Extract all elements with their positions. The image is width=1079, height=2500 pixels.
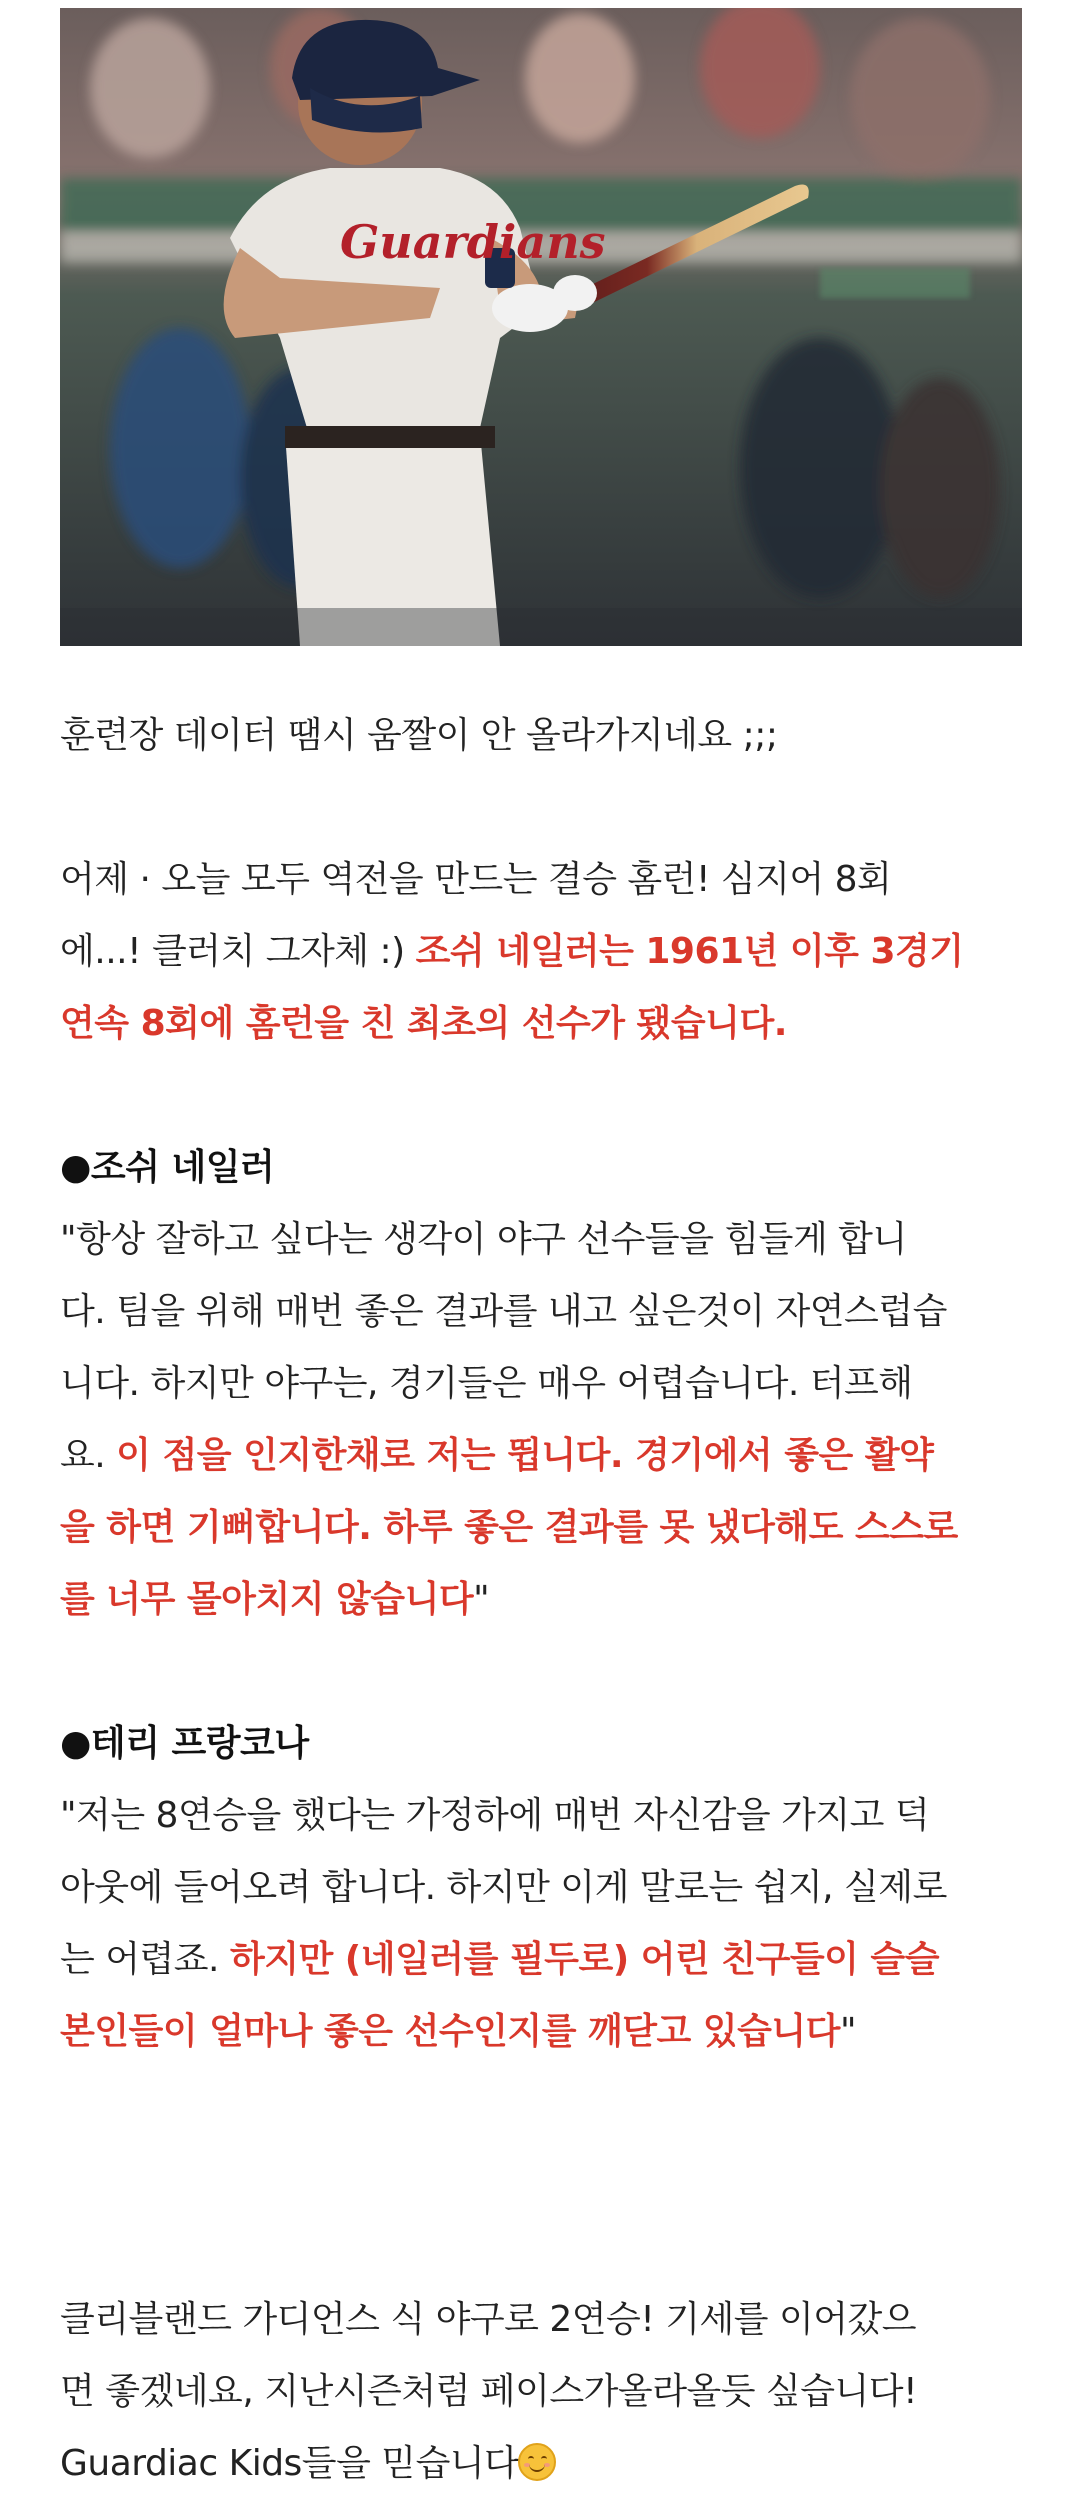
francona-quote-section	[60, 1708, 1030, 2068]
spacer	[60, 2068, 1030, 2284]
francona-heading: ●테리 프랑코나	[60, 1723, 309, 1764]
spacer	[60, 1636, 1030, 1708]
naylor-quote-line-3: 니다. 하지만 야구는, 경기들은 매우 어렵습니다. 터프해	[60, 1363, 913, 1404]
naylor-quote-line-5-highlight: 을 하면 기뻐합니다. 하루 좋은 결과를 못 냈다해도 스스로	[60, 1507, 958, 1548]
francona-quote-line-4-highlight: 본인들이 얼마나 좋은 선수인지를 깨닫고 있습니다	[60, 2011, 840, 2052]
francona-quote-line-2: 아웃에 들어오려 합니다. 하지만 이게 말로는 쉽지, 실제로	[60, 1867, 947, 1908]
closing-line-2: 면 좋겠네요, 지난시즌처럼 페이스가올라올듯 싶습니다!	[60, 2371, 917, 2412]
naylor-quote-line-4-highlight: 이 점을 인지한채로 저는 뜁니다. 경기에서 좋은 활약	[116, 1435, 934, 1476]
jersey-lettering: Guardians	[340, 215, 606, 269]
naylor-quote-line-6-highlight: 를 너무 몰아치지 않습니다	[60, 1579, 474, 1620]
intro-paragraph	[60, 700, 1030, 772]
closing-paragraph	[60, 2284, 1030, 2500]
naylor-quote-line-6-plain: "	[473, 1579, 490, 1620]
closing-line-3: Guardiac Kids들을 믿습니다	[60, 2443, 519, 2484]
closing-line-1: 클리블랜드 가디언스 식 야구로 2연승! 기세를 이어갔으	[60, 2299, 917, 2340]
naylor-quote-line-2: 다. 팀을 위해 매번 좋은 결과를 내고 싶은것이 자연스럽습	[60, 1291, 947, 1332]
homerun-line-1: 어제 · 오늘 모두 역전을 만드는 결승 홈런! 심지어 8회	[60, 859, 892, 900]
naylor-heading: ●조쉬 네일러	[60, 1147, 275, 1188]
homerun-paragraph	[60, 844, 1030, 1060]
francona-quote-line-3-highlight: 하지만 (네일러를 필두로) 어린 친구들이 슬슬	[229, 1939, 939, 1980]
homerun-line-2-plain: 에...! 클러치 그자체 :)	[60, 931, 416, 972]
spacer	[60, 1060, 1030, 1132]
naylor-quote-line-1: "항상 잘하고 싶다는 생각이 야구 선수들을 힘들게 합니	[60, 1219, 907, 1260]
naylor-quote-line-4-plain: 요.	[60, 1435, 117, 1476]
naylor-quote-section	[60, 1132, 1030, 1636]
francona-quote-line-4-plain: "	[839, 2011, 857, 2052]
homerun-line-2-highlight: 조쉬 네일러는 1961년 이후 3경기	[415, 931, 964, 972]
francona-quote-line-3-plain: 는 어렵죠.	[60, 1939, 230, 1980]
smiling-face-emoji-icon	[518, 2443, 556, 2481]
baseball-player-batting-image	[60, 8, 1022, 646]
francona-quote-line-1: "저는 8연승을 했다는 가정하에 매번 자신감을 가지고 덕	[60, 1795, 930, 1836]
homerun-line-3-highlight: 연속 8회에 홈런을 친 최초의 선수가 됐습니다.	[60, 1003, 787, 1044]
article-photo	[60, 8, 1022, 646]
article-body	[60, 700, 1030, 2500]
intro-text: 훈련장 데이터 땜시 움짤이 안 올라가지네요 ;;;	[60, 715, 778, 756]
spacer	[60, 772, 1030, 844]
